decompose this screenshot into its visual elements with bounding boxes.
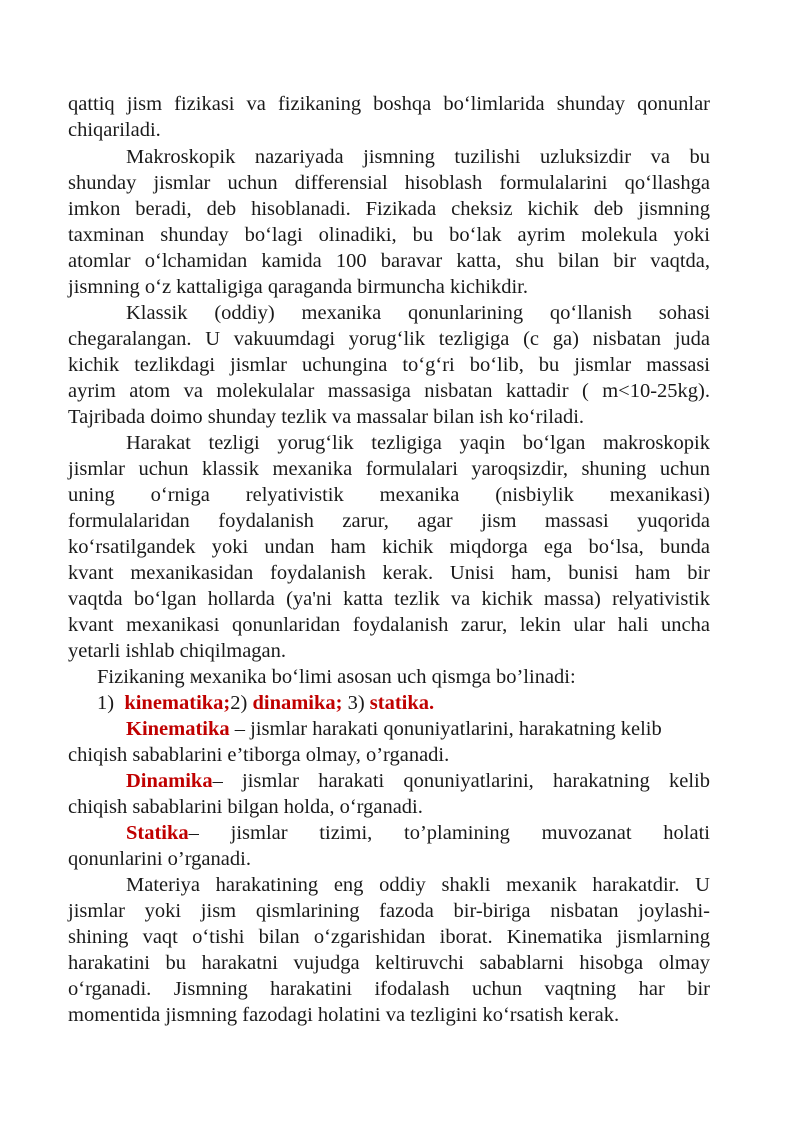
text-line: jismning o‘z kattaligiga qaraganda birmuncha kichikdir. bbox=[68, 276, 528, 298]
text-line: shunday jismlar uchun differensial hisoblash formulalarini qo‘llashga bbox=[68, 172, 710, 194]
list-number-2: 2) bbox=[230, 692, 248, 714]
text-line: formulalaridan foydalanish zarur, agar jism massasi yuqorida bbox=[68, 510, 710, 532]
list-number-1: 1) bbox=[97, 692, 115, 714]
sections-intro: Fizikaning мexanika bo‘limi asosan uch qismga bo’linadi: bbox=[97, 666, 576, 688]
definition-text: – jismlar harakati qonuniyatlarini, harakatning kelib bbox=[229, 718, 662, 740]
definition-dinamika bbox=[126, 768, 710, 794]
text-line: qonunlarini o’rganadi. bbox=[68, 848, 251, 870]
text-line: atomlar o‘lchamidan kamida 100 baravar katta, shu bilan bir vaqtda, bbox=[68, 250, 710, 272]
text-line: Harakat tezligi yorug‘lik tezligiga yaqin bo‘lgan makroskopik bbox=[126, 432, 710, 454]
text-line: chiqish sabablarini e’tiborga olmay, o’rganadi. bbox=[68, 744, 450, 766]
text-line: harakatini bu harakatni vujudga keltiruvchi sabablarni hisobga olmay bbox=[68, 952, 710, 974]
definition-text: – jismlar harakati qonuniyatlarini, harakatning kelib bbox=[212, 770, 710, 792]
text-line: chiqish sabablarini bilgan holda, o‘rganadi. bbox=[68, 796, 423, 818]
text-line: kichik tezlikdagi jismlar uchungina to‘g‘ri bo‘lib, bu jismlar massasi bbox=[68, 354, 710, 376]
text-line: vaqtda bo‘lgan hollarda (ya'ni katta tezlik va kichik massa) relyativistik bbox=[68, 588, 710, 610]
text-line: o‘rganadi. Jismning harakatini ifodalash uchun vaqtning har bir bbox=[68, 978, 710, 1000]
text-line: jismlar yoki jism qismlarining fazoda bir-biriga nisbatan joylashi- bbox=[68, 900, 710, 922]
text-line: ayrim atom va molekulalar massasiga nisbatan kattadir ( m<10-25kg). bbox=[68, 380, 710, 402]
text-line: Materiya harakatining eng oddiy shakli mexanik harakatdir. U bbox=[126, 874, 710, 896]
definition-text: – jismlar tizimi, to’plamining muvozanat holati bbox=[188, 822, 710, 844]
text-line: Makroskopik nazariyada jismning tuzilishi uzluksizdir va bu bbox=[126, 146, 710, 168]
text-line: momentida jismning fazodagi holatini va tezligini ko‘rsatish kerak. bbox=[68, 1004, 620, 1026]
text-line: uning o‘rniga relyativistik mexanika (nisbiylik mexanikasi) bbox=[68, 484, 710, 506]
text-line: chiqariladi. bbox=[68, 119, 161, 141]
term-dinamika: Dinamika bbox=[126, 770, 213, 792]
text-line: qattiq jism fizikasi va fizikaning boshqa bo‘limlarida shunday qonunlar bbox=[68, 93, 710, 115]
list-end-period: . bbox=[429, 692, 435, 714]
definition-statika bbox=[126, 820, 710, 846]
text-line: shining vaqt o‘tishi bilan o‘zgarishidan iborat. Kinematika jismlarning bbox=[68, 926, 710, 948]
text-line: Klassik (oddiy) mexanika qonunlarining qo‘llanish sohasi bbox=[126, 302, 710, 324]
text-line: chegaralangan. U vakuumdagi yorug‘lik tezligiga (c ga) nisbatan juda bbox=[68, 328, 710, 350]
term-statika: Statika bbox=[126, 822, 189, 844]
list-number-3: 3) bbox=[347, 692, 365, 714]
text-line: kvant mexanikasidan foydalanish kerak. Unisi ham, bunisi ham bir bbox=[68, 562, 710, 584]
text-line: imkon beradi, deb hisoblanadi. Fizikada cheksiz kichik deb jismning bbox=[68, 198, 710, 220]
text-line: taxminan shunday bo‘lagi olinadiki, bu bo‘lak ayrim molekula yoki bbox=[68, 224, 710, 246]
section-kinematika: kinematika; bbox=[124, 692, 231, 714]
term-kinematika: Kinematika bbox=[126, 718, 230, 740]
section-statika: statika bbox=[369, 692, 430, 714]
text-line: kvant mexanikasi qonunlaridan foydalanish zarur, lekin ular hali uncha bbox=[68, 614, 710, 636]
text-line: yetarli ishlab chiqilmagan. bbox=[68, 640, 287, 662]
section-dinamika: dinamika; bbox=[252, 692, 343, 714]
sections-list bbox=[97, 690, 710, 716]
text-line: ko‘rsatilgandek yoki undan ham kichik miqdorga ega bo‘lsa, bunda bbox=[68, 536, 710, 558]
text-line: jismlar uchun klassik mexanika formulalari yaroqsizdir, shuning uchun bbox=[68, 458, 710, 480]
text-line: Tajribada doimo shunday tezlik va massalar bilan ish ko‘riladi. bbox=[68, 406, 585, 428]
definition-kinematika bbox=[126, 716, 710, 742]
